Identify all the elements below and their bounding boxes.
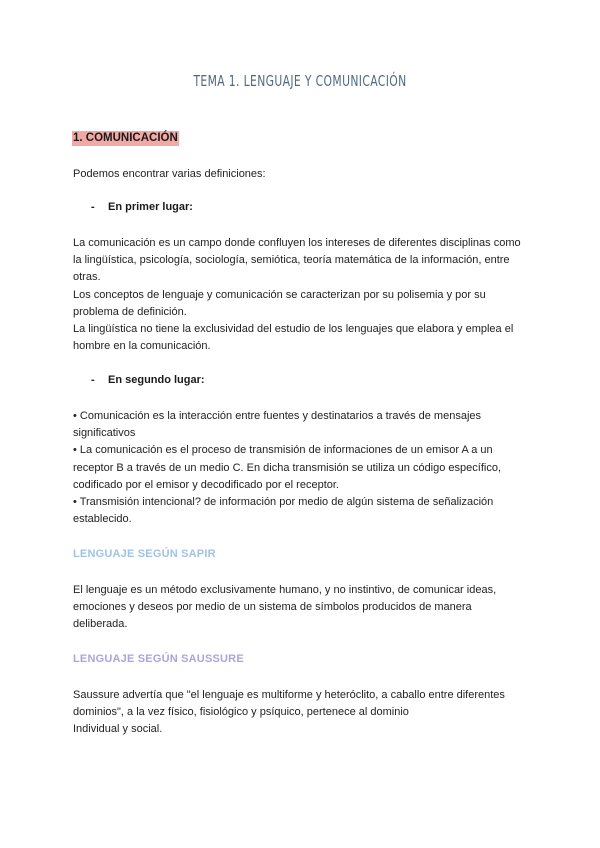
text-line: receptor B a través de un medio C. En dicha transmisión se utiliza un código específico,	[73, 461, 502, 474]
text-line: • Comunicación es la interacción entre fuentes y destinatarios a través de mensajes	[73, 410, 482, 422]
text-line: otras.	[73, 271, 101, 284]
text-line: codificado por el emisor y decodificado por el receptor.	[73, 478, 339, 491]
text-line: La comunicación es un campo donde confluyen los intereses de diferentes disciplinas como	[73, 237, 521, 249]
dash-marker: -	[91, 374, 95, 386]
heading-saussure: LENGUAJE SEGÚN SAUSSURE	[73, 653, 244, 665]
subheading-segundo-lugar	[91, 374, 205, 386]
subheading-label: En segundo lugar:	[108, 374, 205, 386]
subheading-label: En primer lugar:	[108, 201, 193, 213]
text-line: establecido.	[73, 513, 132, 526]
text-line: dominios", a la vez físico, fisiológico y psíquico, pertenece al dominio	[73, 706, 409, 719]
subheading-primer-lugar	[91, 201, 193, 213]
text-line: significativos	[73, 427, 136, 440]
text-line: El lenguaje es un método exclusivamente humano, y no instintivo, de comunicar ideas,	[73, 584, 497, 596]
dash-marker: -	[91, 201, 95, 213]
paragraph-block-1	[73, 235, 533, 355]
text-line: • La comunicación es el proceso de transmisión de informaciones de un emisor A a un	[73, 444, 493, 457]
text-line: deliberada.	[73, 618, 128, 631]
intro-paragraph: Podemos encontrar varias definiciones:	[73, 168, 266, 180]
heading-sapir: LENGUAJE SEGÚN SAPIR	[73, 548, 216, 560]
text-line: • Transmisión intencional? de información por medio de algún sistema de señalización	[73, 496, 494, 509]
text-line: Saussure advertía que "el lenguaje es multiforme y heteróclito, a caballo entre diferentes	[73, 689, 505, 701]
text-line: hombre en la comunicación.	[73, 340, 211, 353]
paragraph-block-2	[73, 408, 533, 528]
paragraph-saussure	[73, 687, 533, 739]
text-line: problema de definición.	[73, 305, 187, 318]
text-line: la lingüística, psicología, sociología, semiótica, teoría matemática de la información, entre	[73, 254, 510, 267]
text-line: Individual y social.	[73, 723, 163, 736]
paragraph-sapir	[73, 582, 533, 634]
text-line: La lingüística no tiene la exclusividad del estudio de los lenguajes que elabora y emplea el	[73, 323, 514, 336]
section-heading-comunicacion: 1. COMUNICACIÓN	[73, 132, 178, 144]
text-line: emociones y deseos por medio de un sistema de símbolos producidos de manera	[73, 601, 472, 614]
document-title: TEMA 1. LENGUAJE Y COMUNICACIÓN	[193, 72, 407, 90]
text-line: Los conceptos de lenguaje y comunicación se caracterizan por su polisemia y por su	[73, 288, 486, 301]
